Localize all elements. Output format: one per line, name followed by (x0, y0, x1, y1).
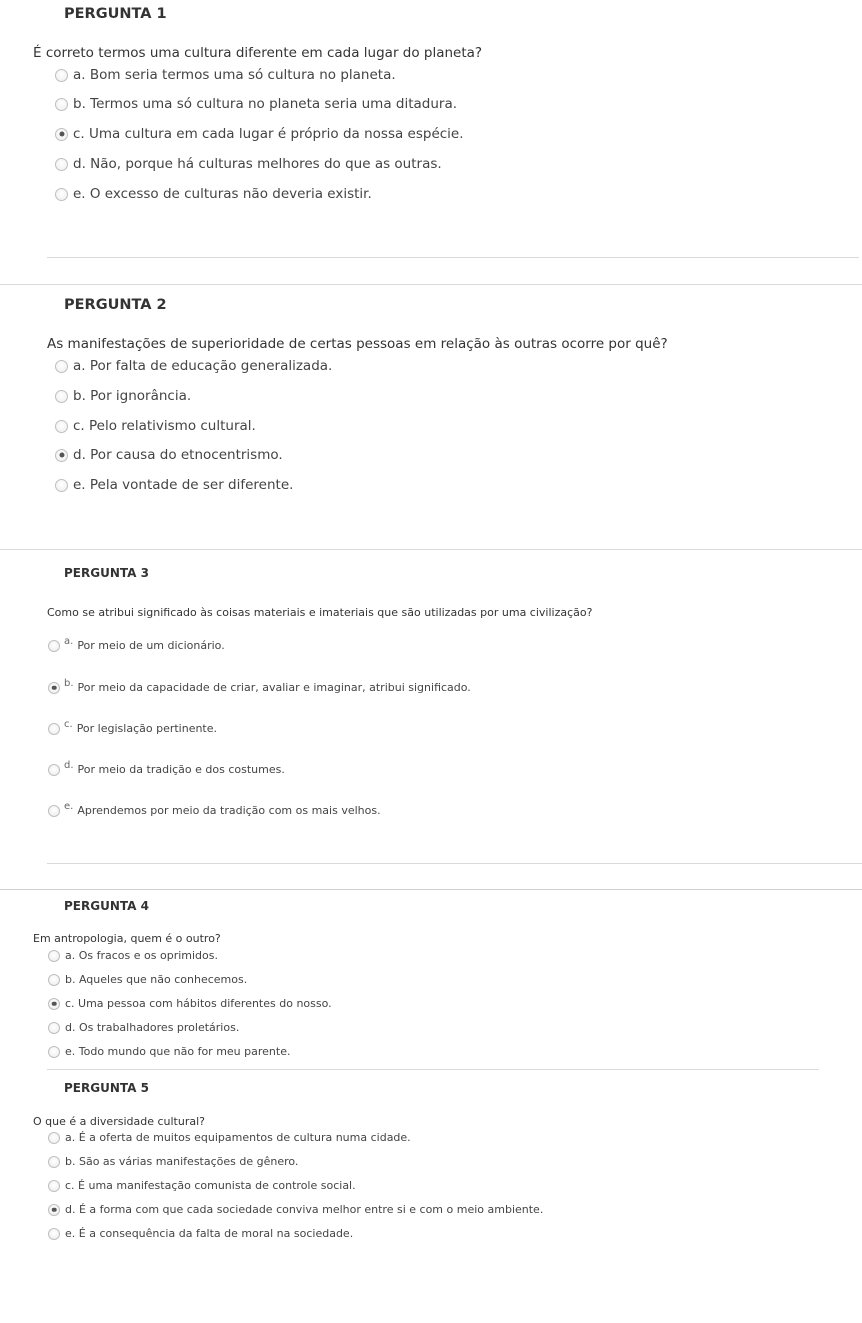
radio-button[interactable] (48, 974, 60, 986)
question-4-option-d[interactable] (48, 1021, 239, 1034)
question-3-text: Como se atribui significado às coisas materiais e imateriais que são utilizadas por uma civilização? (47, 606, 593, 619)
radio-button[interactable] (55, 69, 68, 82)
question-3-option-a[interactable] (48, 636, 225, 652)
question-5-option-d[interactable] (48, 1203, 543, 1216)
question-5-option-a[interactable] (48, 1131, 411, 1144)
option-label: d. Por causa do etnocentrismo. (73, 447, 283, 463)
question-1-option-c[interactable] (55, 126, 464, 142)
radio-button-selected[interactable] (48, 1204, 60, 1216)
radio-button[interactable] (48, 723, 60, 735)
option-label: c. É uma manifestação comunista de controle social. (65, 1179, 356, 1192)
radio-button[interactable] (48, 1132, 60, 1144)
question-4-option-b[interactable] (48, 973, 247, 986)
radio-button[interactable] (48, 805, 60, 817)
question-3-option-e[interactable] (48, 801, 381, 817)
option-label: b. Por ignorância. (73, 388, 192, 404)
radio-button[interactable] (55, 188, 68, 201)
option-label: d. É a forma com que cada sociedade conviva melhor entre si e com o meio ambiente. (65, 1203, 544, 1216)
option-label: a. Por falta de educação generalizada. (73, 358, 333, 374)
option-label: e. Todo mundo que não for meu parente. (65, 1045, 291, 1058)
divider (47, 257, 859, 258)
option-letter: d. (64, 760, 74, 771)
radio-button[interactable] (48, 1046, 60, 1058)
radio-button-selected[interactable] (48, 998, 60, 1010)
divider (0, 889, 862, 890)
radio-button-selected[interactable] (55, 449, 68, 462)
option-label: d. Não, porque há culturas melhores do que as outras. (73, 156, 442, 172)
question-2-option-a[interactable] (55, 358, 332, 374)
option-letter: b. (64, 678, 74, 689)
question-4-text: Em antropologia, quem é o outro? (33, 932, 221, 945)
question-4-option-e[interactable] (48, 1045, 290, 1058)
radio-button[interactable] (55, 360, 68, 373)
question-3-option-c[interactable] (48, 719, 218, 735)
radio-button[interactable] (48, 1022, 60, 1034)
question-5-text: O que é a diversidade cultural? (33, 1115, 205, 1128)
option-label: Por legislação pertinente. (76, 722, 218, 735)
radio-button-selected[interactable] (55, 128, 68, 141)
question-5-option-e[interactable] (48, 1227, 353, 1240)
question-3-title: PERGUNTA 3 (64, 566, 149, 580)
radio-button-selected[interactable] (48, 682, 60, 694)
radio-button[interactable] (48, 640, 60, 652)
option-label: e. O excesso de culturas não deveria existir. (73, 186, 372, 202)
radio-button[interactable] (55, 479, 68, 492)
option-label: d. Os trabalhadores proletários. (65, 1021, 240, 1034)
divider (47, 863, 862, 864)
question-1-text: É correto termos uma cultura diferente em cada lugar do planeta? (33, 45, 483, 61)
option-label: c. Uma cultura em cada lugar é próprio da nossa espécie. (73, 126, 464, 142)
divider (0, 284, 862, 285)
question-2-text: As manifestações de superioridade de certas pessoas em relação às outras ocorre por quê? (47, 336, 668, 352)
option-label: a. É a oferta de muitos equipamentos de cultura numa cidade. (65, 1131, 411, 1144)
option-label: a. Os fracos e os oprimidos. (65, 949, 218, 962)
question-2-option-e[interactable] (55, 477, 293, 493)
option-label: c. Pelo relativismo cultural. (73, 418, 256, 434)
question-1-option-a[interactable] (55, 67, 396, 83)
question-1-option-e[interactable] (55, 186, 372, 202)
question-5-option-c[interactable] (48, 1179, 356, 1192)
radio-button[interactable] (48, 764, 60, 776)
radio-button[interactable] (48, 950, 60, 962)
question-4-option-c[interactable] (48, 997, 332, 1010)
question-4-option-a[interactable] (48, 949, 218, 962)
option-label: Por meio da tradição e dos costumes. (77, 763, 285, 776)
divider (47, 1069, 819, 1070)
option-label: Por meio de um dicionário. (77, 639, 225, 652)
question-3-option-d[interactable] (48, 760, 285, 776)
option-label: a. Bom seria termos uma só cultura no planeta. (73, 67, 396, 83)
option-letter: e. (64, 801, 74, 812)
radio-button[interactable] (55, 390, 68, 403)
option-letter: a. (64, 636, 74, 647)
question-3-option-b[interactable] (48, 678, 471, 694)
question-5-title: PERGUNTA 5 (64, 1081, 149, 1095)
radio-button[interactable] (55, 158, 68, 171)
question-2-title: PERGUNTA 2 (64, 297, 167, 313)
question-1-option-b[interactable] (55, 96, 457, 112)
radio-button[interactable] (55, 420, 68, 433)
option-label: e. É a consequência da falta de moral na sociedade. (65, 1227, 354, 1240)
question-1-option-d[interactable] (55, 156, 442, 172)
question-2-option-c[interactable] (55, 418, 256, 434)
option-label: b. Aqueles que não conhecemos. (65, 973, 248, 986)
option-label: Por meio da capacidade de criar, avaliar e imaginar, atribui significado. (77, 681, 471, 694)
question-1-title: PERGUNTA 1 (64, 6, 167, 22)
radio-button[interactable] (48, 1180, 60, 1192)
option-letter: c. (64, 719, 73, 730)
option-label: Aprendemos por meio da tradição com os mais velhos. (77, 804, 381, 817)
option-label: e. Pela vontade de ser diferente. (73, 477, 294, 493)
option-label: c. Uma pessoa com hábitos diferentes do nosso. (65, 997, 332, 1010)
question-2-option-b[interactable] (55, 388, 191, 404)
question-5-option-b[interactable] (48, 1155, 298, 1168)
radio-button[interactable] (48, 1228, 60, 1240)
divider (0, 549, 862, 550)
radio-button[interactable] (48, 1156, 60, 1168)
option-label: b. Termos uma só cultura no planeta seria uma ditadura. (73, 96, 458, 112)
option-label: b. São as várias manifestações de gênero. (65, 1155, 299, 1168)
radio-button[interactable] (55, 98, 68, 111)
question-4-title: PERGUNTA 4 (64, 899, 149, 913)
question-2-option-d[interactable] (55, 447, 283, 463)
